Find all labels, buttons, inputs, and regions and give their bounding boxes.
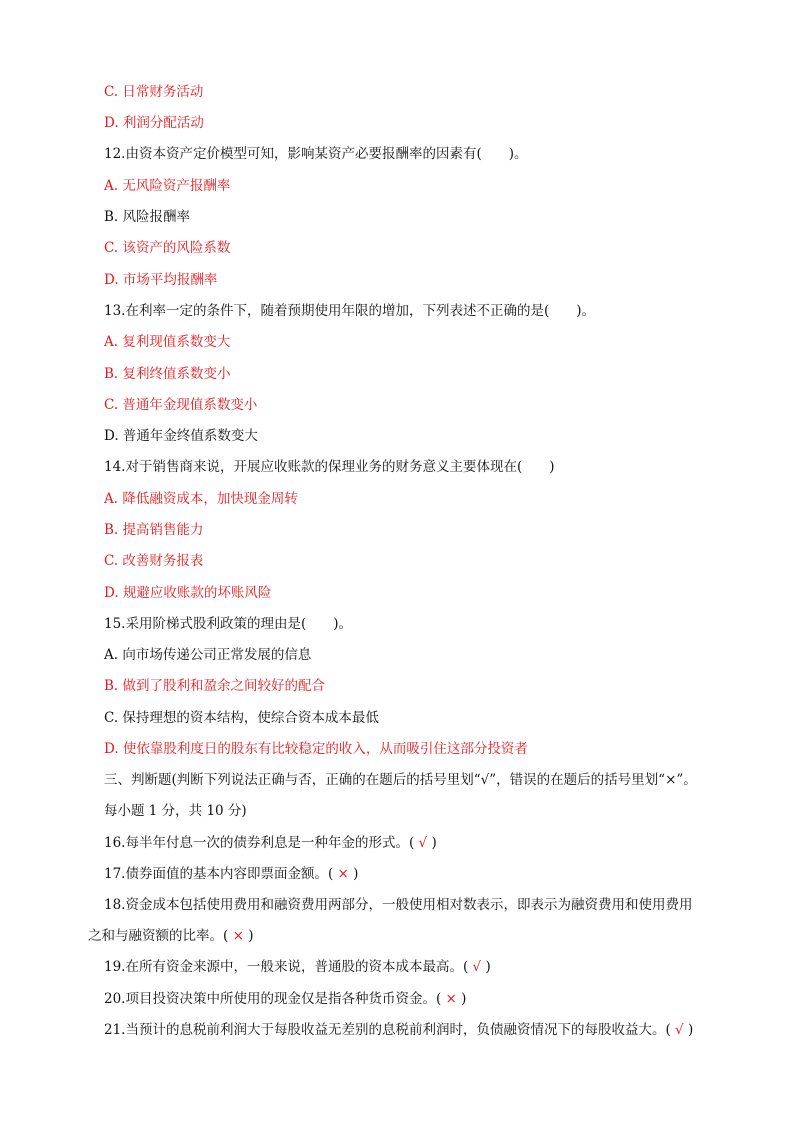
q12-option-d: D. 市场平均报酬率 <box>104 272 218 288</box>
q14-option-a: A. 降低融资成本，加快现金周转 <box>104 491 298 507</box>
q17-item <box>104 864 358 884</box>
q16-text: 16.每半年付息一次的债券利息是一种年金的形式。( <box>104 835 415 851</box>
q18-line1: 18.资金成本包括使用费用和融资费用两部分，一般使用相对数表示，即表示为融资费用和使用费用 <box>104 897 693 913</box>
q13-option-d: D. 普通年金终值系数变大 <box>104 428 258 444</box>
q13-option-c: C. 普通年金现值系数变小 <box>104 397 258 413</box>
answer-mark-check: √ <box>675 1022 684 1038</box>
q16-close: ) <box>431 835 437 851</box>
section-heading-line2: 每小题 1 分，共 10 分) <box>104 803 247 819</box>
q11-option-d: D. 利润分配活动 <box>104 115 204 131</box>
q19-item <box>104 957 491 977</box>
q18-item <box>88 926 253 946</box>
answer-mark-cross: × <box>337 866 349 882</box>
q12-stem: 12.由资本资产定价模型可知，影响某资产必要报酬率的因素有( )。 <box>104 146 528 162</box>
q14-stem: 14.对于销售商来说，开展应收账款的保理业务的财务意义主要体现在( ) <box>104 459 555 475</box>
q14-option-b: B. 提高销售能力 <box>104 522 204 538</box>
q21-close: ) <box>687 1022 694 1038</box>
q18-close: ) <box>248 928 254 944</box>
answer-mark-cross: × <box>445 991 457 1007</box>
q18-text: 之和与融资额的比率。( <box>88 928 229 944</box>
q15-option-d: D. 使依靠股利度日的股东有比较稳定的收入，从而吸引住这部分投资者 <box>104 741 528 757</box>
q20-close: ) <box>461 991 467 1007</box>
q12-option-b: B. 风险报酬率 <box>104 209 191 225</box>
q15-option-a: A. 向市场传递公司正常发展的信息 <box>104 647 312 663</box>
answer-mark-check: √ <box>418 835 428 851</box>
q15-option-c: C. 保持理想的资本结构，使综合资本成本最低 <box>104 710 379 726</box>
section-heading-line1: 三、判断题(判断下列说法正确与否，正确的在题后的括号里划“√”，错误的在题后的括号里划“×”。 <box>104 772 697 788</box>
q15-option-b: B. 做到了股利和盈余之间较好的配合 <box>104 678 326 694</box>
answer-mark-cross: × <box>232 928 244 944</box>
q19-text: 19.在所有资金来源中，一般来说，普通股的资本成本最高。( <box>104 959 469 975</box>
q14-option-d: D. 规避应收账款的坏账风险 <box>104 585 272 601</box>
q13-stem: 13.在利率一定的条件下，随着预期使用年限的增加，下列表述不正确的是( )。 <box>104 303 596 319</box>
q16-item <box>104 833 437 853</box>
q20-text: 20.项目投资决策中所使用的现金仅是指各种货币资金。( <box>104 991 442 1007</box>
q11-option-c: C. 日常财务活动 <box>104 84 204 100</box>
q19-close: ) <box>485 959 491 975</box>
q20-item <box>104 989 466 1009</box>
q17-close: ) <box>353 866 359 882</box>
q12-option-a: A. 无风险资产报酬率 <box>104 178 231 194</box>
q21-text: 21.当预计的息税前利润大于每股收益无差别的息税前利润时，负债融资情况下的每股收益大。( <box>104 1022 671 1038</box>
answer-mark-check: √ <box>472 959 482 975</box>
q17-text: 17.债券面值的基本内容即票面金额。( <box>104 866 334 882</box>
q13-option-a: A. 复利现值系数变大 <box>104 334 231 350</box>
q12-option-c: C. 该资产的风险系数 <box>104 240 231 256</box>
q21-item <box>104 1020 693 1040</box>
q14-option-c: C. 改善财务报表 <box>104 553 204 569</box>
q15-stem: 15.采用阶梯式股利政策的理由是( )。 <box>104 616 353 632</box>
q13-option-b: B. 复利终值系数变小 <box>104 366 231 382</box>
